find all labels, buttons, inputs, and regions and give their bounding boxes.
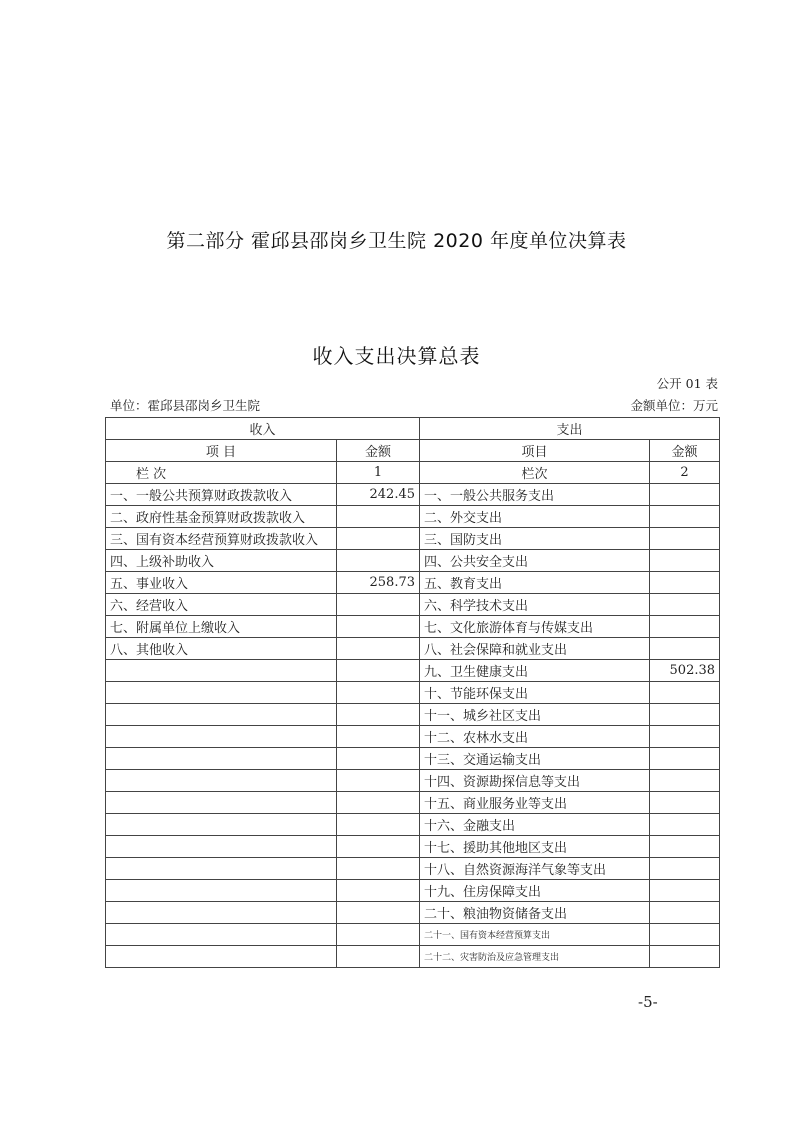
expense-item-cell: 五、教育支出 [420, 572, 650, 594]
income-amount-cell [337, 858, 420, 880]
income-column-label: 栏 次 [106, 462, 337, 484]
money-unit-label: 金额单位：万元 [630, 398, 718, 413]
expense-header: 支出 [420, 418, 720, 440]
table-row [106, 726, 720, 748]
expense-amount-cell [650, 770, 720, 792]
income-amount-cell [337, 946, 420, 968]
income-amount-cell [337, 814, 420, 836]
income-amount-cell [337, 902, 420, 924]
income-header: 收入 [106, 418, 420, 440]
income-item-cell: 三、国有资本经营预算财政拨款收入 [106, 528, 337, 550]
income-amount-cell [337, 726, 420, 748]
expense-item-cell: 八、社会保障和就业支出 [420, 638, 650, 660]
form-number: 公开 01 表 [656, 376, 718, 391]
income-amount-cell [337, 770, 420, 792]
expense-item-cell: 十、节能环保支出 [420, 682, 650, 704]
income-amount-cell [337, 594, 420, 616]
income-item-cell [106, 682, 337, 704]
table-row [106, 946, 720, 968]
income-item-cell [106, 792, 337, 814]
income-expense-table [105, 417, 720, 968]
expense-amount-cell [650, 726, 720, 748]
table-row [106, 924, 720, 946]
table-row [106, 660, 720, 682]
income-amount-cell [337, 748, 420, 770]
table-row [106, 814, 720, 836]
expense-amount-cell [650, 946, 720, 968]
income-amount-cell [337, 682, 420, 704]
expense-amount-cell [650, 880, 720, 902]
part-title: 第二部分 霍邱县邵岗乡卫生院 2020 年度单位决算表 [166, 230, 627, 252]
expense-amount-cell [650, 792, 720, 814]
table-row [106, 902, 720, 924]
expense-item-cell: 十九、住房保障支出 [420, 880, 650, 902]
income-amount-cell [337, 792, 420, 814]
table-row [106, 638, 720, 660]
expense-item-cell: 三、国防支出 [420, 528, 650, 550]
income-item-cell: 六、经营收入 [106, 594, 337, 616]
income-amount-cell: 242.45 [337, 484, 420, 506]
table-row [106, 836, 720, 858]
section-header-row [106, 418, 720, 440]
income-item-cell [106, 748, 337, 770]
income-item-cell [106, 726, 337, 748]
table-row [106, 550, 720, 572]
income-amount-cell [337, 528, 420, 550]
income-item-cell [106, 946, 337, 968]
expense-item-header: 项目 [420, 440, 650, 462]
page-number: -5- [638, 993, 658, 1011]
income-item-cell: 一、一般公共预算财政拨款收入 [106, 484, 337, 506]
table-row [106, 858, 720, 880]
table-row [106, 748, 720, 770]
unit-label: 单位：霍邱县邵岗乡卫生院 [110, 398, 261, 413]
expense-item-cell: 六、科学技术支出 [420, 594, 650, 616]
income-item-cell: 八、其他收入 [106, 638, 337, 660]
income-item-cell [106, 880, 337, 902]
table-row [106, 770, 720, 792]
income-item-cell [106, 924, 337, 946]
income-item-cell: 五、事业收入 [106, 572, 337, 594]
expense-item-cell: 二十一、国有资本经营预算支出 [420, 924, 650, 946]
expense-amount-cell [650, 528, 720, 550]
income-item-cell [106, 704, 337, 726]
income-amount-cell [337, 704, 420, 726]
expense-column-number: 2 [650, 462, 720, 484]
expense-item-cell: 二十二、灾害防治及应急管理支出 [420, 946, 650, 968]
income-item-cell: 四、上级补助收入 [106, 550, 337, 572]
table-row [106, 528, 720, 550]
table-row [106, 682, 720, 704]
table-row [106, 594, 720, 616]
expense-amount-cell [650, 858, 720, 880]
expense-amount-cell [650, 902, 720, 924]
income-item-cell [106, 770, 337, 792]
income-column-number: 1 [337, 462, 420, 484]
income-amount-cell: 258.73 [337, 572, 420, 594]
expense-amount-cell: 502.38 [650, 660, 720, 682]
expense-item-cell: 四、公共安全支出 [420, 550, 650, 572]
expense-amount-cell [650, 638, 720, 660]
table-row [106, 572, 720, 594]
table-row [106, 792, 720, 814]
table-title: 收入支出决算总表 [312, 344, 481, 368]
table-row [106, 616, 720, 638]
income-amount-cell [337, 506, 420, 528]
column-header-row [106, 440, 720, 462]
expense-amount-cell [650, 704, 720, 726]
income-item-cell [106, 858, 337, 880]
expense-amount-header: 金额 [650, 440, 720, 462]
expense-amount-cell [650, 836, 720, 858]
income-amount-cell [337, 616, 420, 638]
income-item-cell [106, 836, 337, 858]
expense-item-cell: 十三、交通运输支出 [420, 748, 650, 770]
table-row [106, 880, 720, 902]
table-row [106, 506, 720, 528]
expense-item-cell: 二、外交支出 [420, 506, 650, 528]
income-item-cell [106, 660, 337, 682]
expense-item-cell: 十八、自然资源海洋气象等支出 [420, 858, 650, 880]
income-amount-cell [337, 638, 420, 660]
expense-amount-cell [650, 814, 720, 836]
income-amount-cell [337, 836, 420, 858]
expense-item-cell: 九、卫生健康支出 [420, 660, 650, 682]
expense-item-cell: 十一、城乡社区支出 [420, 704, 650, 726]
expense-amount-cell [650, 506, 720, 528]
expense-amount-cell [650, 550, 720, 572]
table-row [106, 704, 720, 726]
expense-amount-cell [650, 484, 720, 506]
income-amount-cell [337, 880, 420, 902]
expense-amount-cell [650, 572, 720, 594]
expense-amount-cell [650, 594, 720, 616]
income-amount-cell [337, 550, 420, 572]
table-row [106, 484, 720, 506]
expense-amount-cell [650, 682, 720, 704]
expense-item-cell: 一、一般公共服务支出 [420, 484, 650, 506]
expense-amount-cell [650, 748, 720, 770]
income-item-header: 项 目 [106, 440, 337, 462]
income-item-cell: 七、附属单位上缴收入 [106, 616, 337, 638]
income-item-cell: 二、政府性基金预算财政拨款收入 [106, 506, 337, 528]
income-amount-header: 金额 [337, 440, 420, 462]
expense-amount-cell [650, 924, 720, 946]
income-amount-cell [337, 924, 420, 946]
expense-item-cell: 十二、农林水支出 [420, 726, 650, 748]
expense-column-label: 栏次 [420, 462, 650, 484]
expense-item-cell: 七、文化旅游体育与传媒支出 [420, 616, 650, 638]
expense-item-cell: 十七、援助其他地区支出 [420, 836, 650, 858]
column-number-row [106, 462, 720, 484]
expense-amount-cell [650, 616, 720, 638]
income-item-cell [106, 902, 337, 924]
income-amount-cell [337, 660, 420, 682]
income-item-cell [106, 814, 337, 836]
expense-item-cell: 十四、资源勘探信息等支出 [420, 770, 650, 792]
expense-item-cell: 十六、金融支出 [420, 814, 650, 836]
expense-item-cell: 二十、粮油物资储备支出 [420, 902, 650, 924]
expense-item-cell: 十五、商业服务业等支出 [420, 792, 650, 814]
